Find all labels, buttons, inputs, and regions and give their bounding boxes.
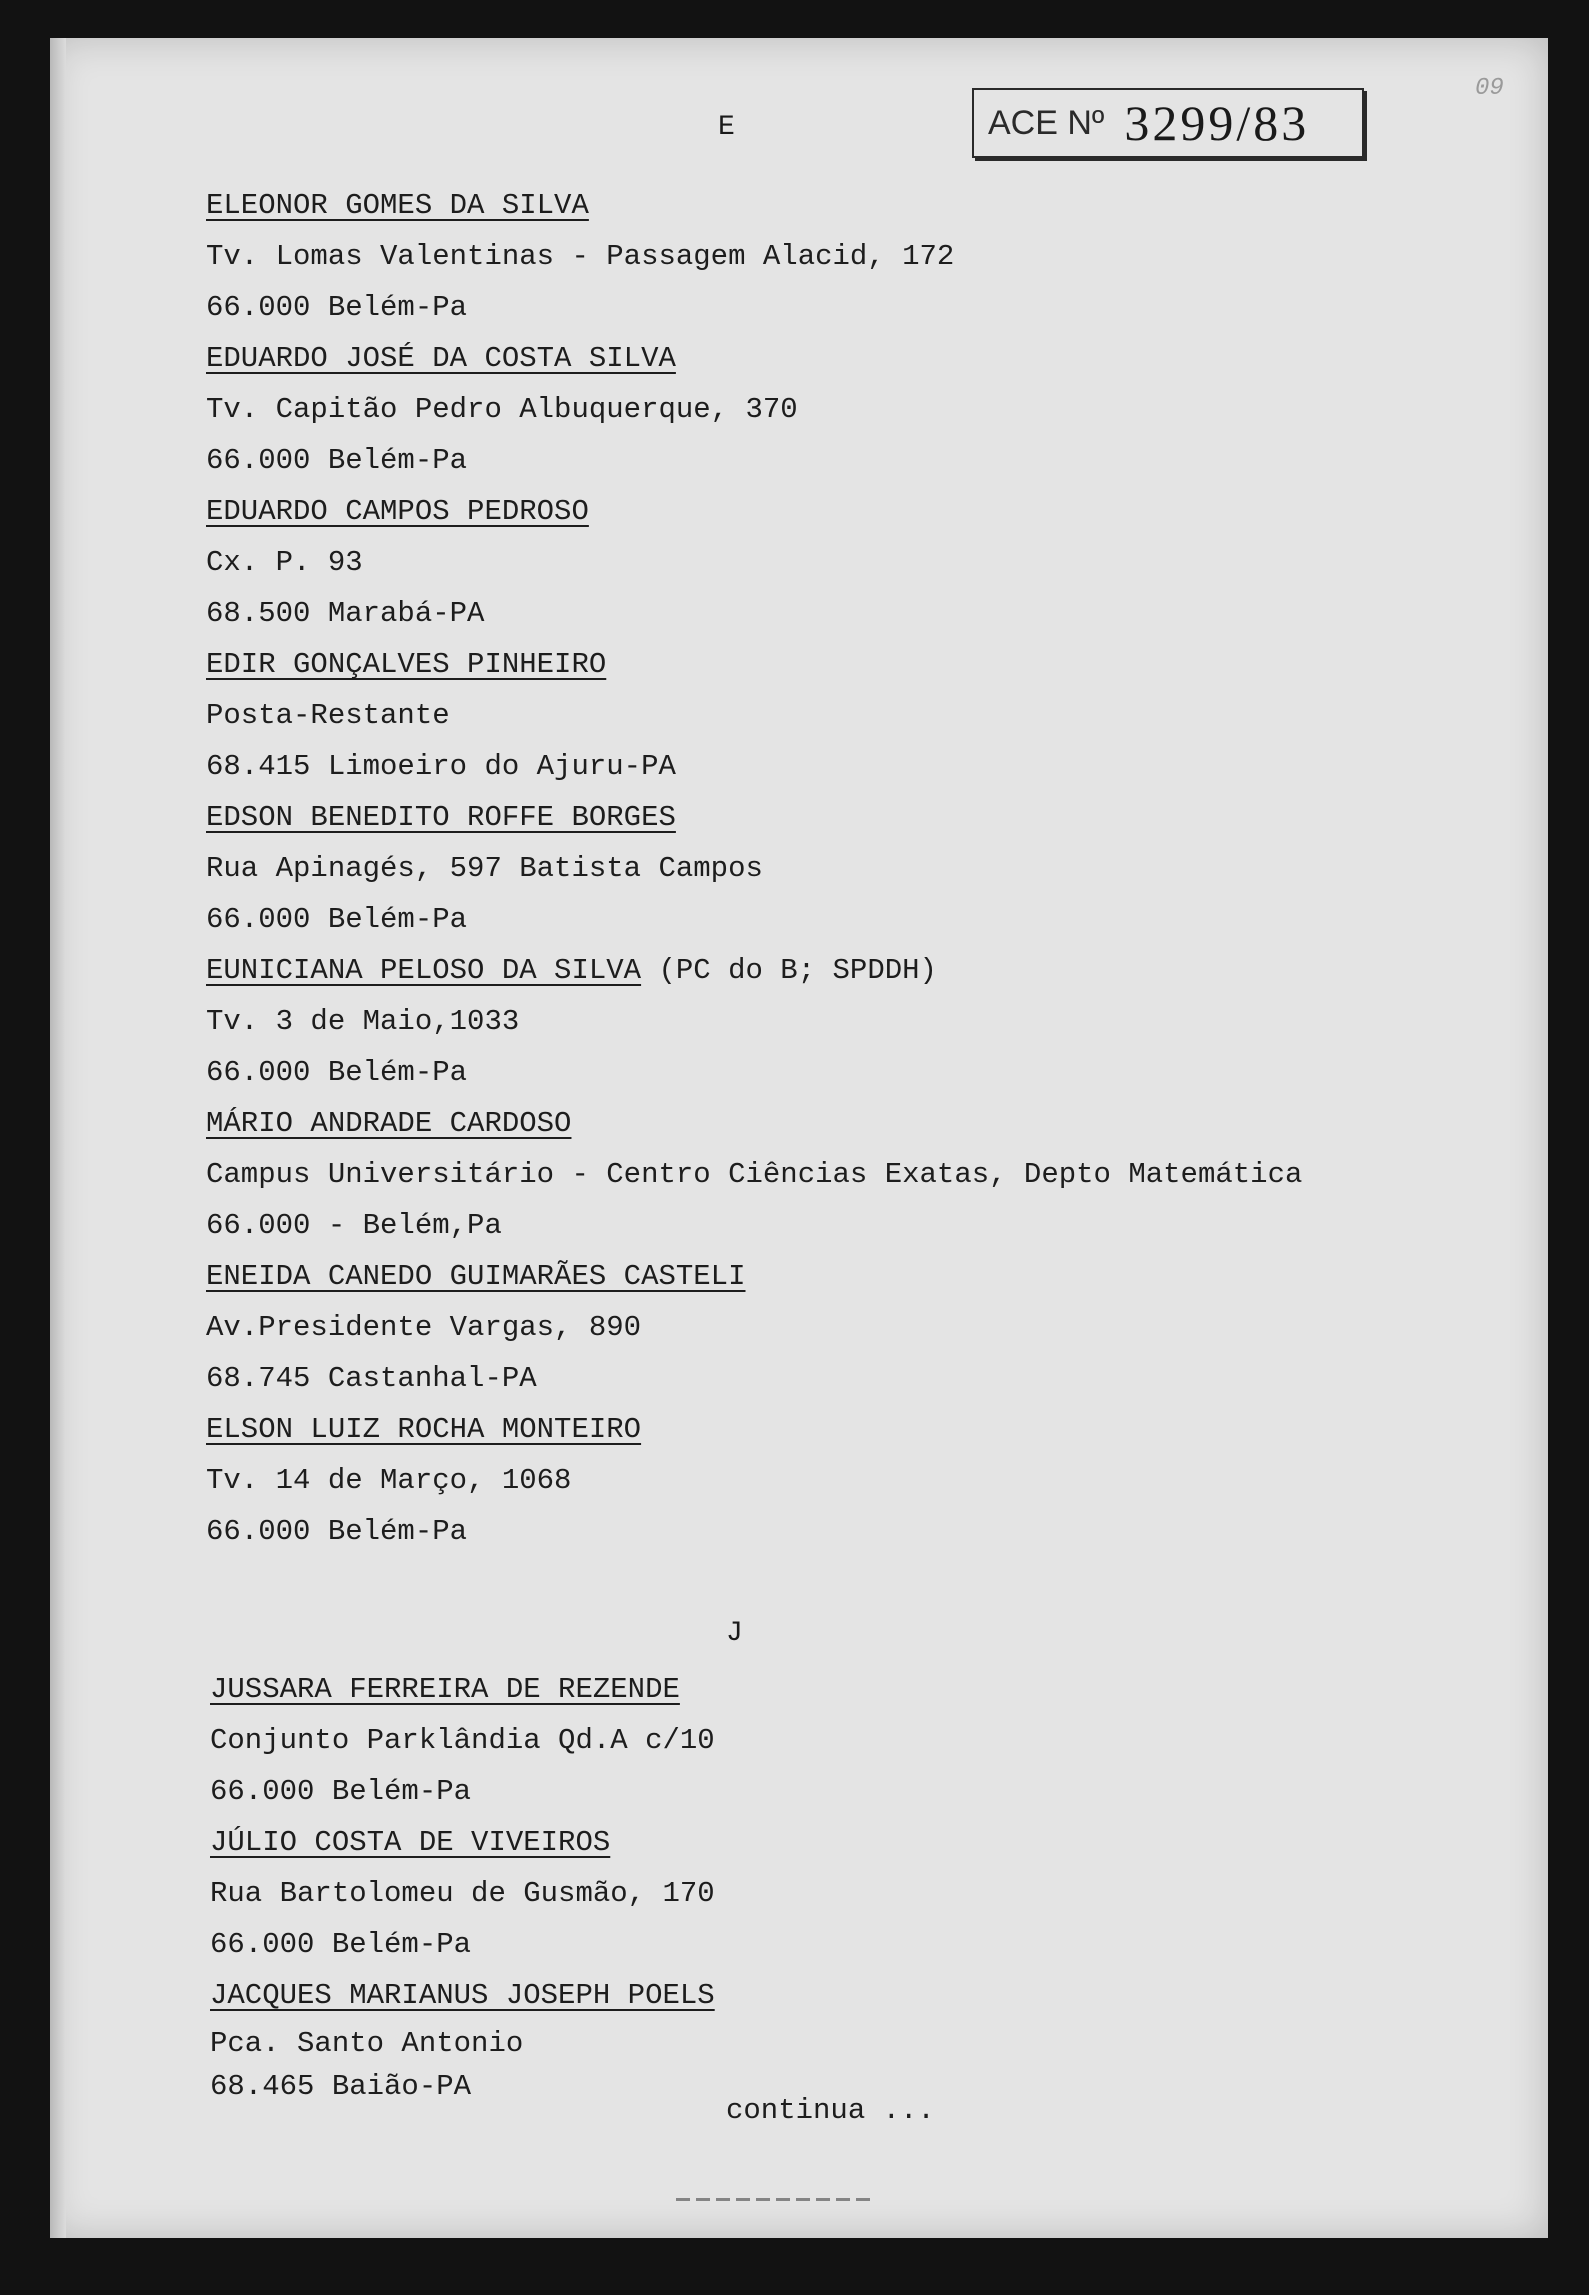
entry-city: 66.000 - Belém,Pa [206, 1209, 502, 1242]
entry-city: 66.000 Belém-Pa [210, 1928, 472, 1961]
entry-address: Av.Presidente Vargas, 890 [206, 1311, 642, 1344]
entry-address: Rua Bartolomeu de Gusmão, 170 [210, 1877, 715, 1910]
page-corner-mark: 09 [1475, 75, 1504, 102]
entry-name: ENEIDA CANEDO GUIMARÃES CASTELI [206, 1260, 746, 1293]
entry-address: Campus Universitário - Centro Ciências Exatas, Depto Matemática [206, 1158, 1303, 1191]
entry-name: ELSON LUIZ ROCHA MONTEIRO [206, 1413, 642, 1446]
entry-address: Pca. Santo Antonio [210, 2027, 524, 2060]
entry-name: EDUARDO CAMPOS PEDROSO [206, 495, 589, 528]
entry-address: Tv. Lomas Valentinas - Passagem Alacid, 172 [206, 240, 955, 273]
section-j-list [210, 1664, 715, 2107]
entry-name: JUSSARA FERREIRA DE REZENDE [210, 1673, 680, 1706]
entry-name: MÁRIO ANDRADE CARDOSO [206, 1107, 572, 1140]
entry-name: EDIR GONÇALVES PINHEIRO [206, 648, 607, 681]
entry-name-row [206, 945, 1302, 996]
entry-address: Tv. 3 de Maio,1033 [206, 1005, 520, 1038]
entry-name: EDSON BENEDITO ROFFE BORGES [206, 801, 676, 834]
entry-city: 68.745 Castanhal-PA [206, 1362, 537, 1395]
section-letter-e: E [718, 112, 735, 143]
entry-name: EUNICIANA PELOSO DA SILVA [206, 954, 642, 987]
continued-note: continua ... [726, 2094, 935, 2127]
entry-city: 68.415 Limoeiro do Ajuru-PA [206, 750, 676, 783]
entry-name: JÚLIO COSTA DE VIVEIROS [210, 1826, 611, 1859]
entry-name: ELEONOR GOMES DA SILVA [206, 189, 589, 222]
entry-name: JACQUES MARIANUS JOSEPH POELS [210, 1979, 715, 2012]
entry-city: 66.000 Belém-Pa [210, 1775, 472, 1808]
section-e-list [206, 180, 1302, 1557]
entry-name: EDUARDO JOSÉ DA COSTA SILVA [206, 342, 676, 375]
entry-city: 66.000 Belém-Pa [206, 291, 468, 324]
entry-city: 68.465 Baião-PA [210, 2070, 472, 2103]
entry-note: (PC do B; SPDDH) [641, 954, 937, 987]
bottom-divider [676, 2198, 876, 2201]
entry-address: Tv. Capitão Pedro Albuquerque, 370 [206, 393, 798, 426]
entry-city: 66.000 Belém-Pa [206, 1515, 468, 1548]
section-letter-j: J [726, 1618, 743, 1649]
entry-city: 68.500 Marabá-PA [206, 597, 485, 630]
stamp-number: 3299/83 [1124, 95, 1310, 151]
page-edge [50, 38, 66, 2238]
entry-address: Tv. 14 de Março, 1068 [206, 1464, 572, 1497]
entry-address: Rua Apinagés, 597 Batista Campos [206, 852, 763, 885]
entry-address: Conjunto Parklândia Qd.A c/10 [210, 1724, 715, 1757]
ace-stamp [972, 88, 1364, 158]
entry-city: 66.000 Belém-Pa [206, 1056, 468, 1089]
entry-address: Cx. P. 93 [206, 546, 363, 579]
entry-city: 66.000 Belém-Pa [206, 444, 468, 477]
stamp-label: ACE Nº [988, 103, 1105, 142]
entry-address: Posta-Restante [206, 699, 450, 732]
entry-city: 66.000 Belém-Pa [206, 903, 468, 936]
